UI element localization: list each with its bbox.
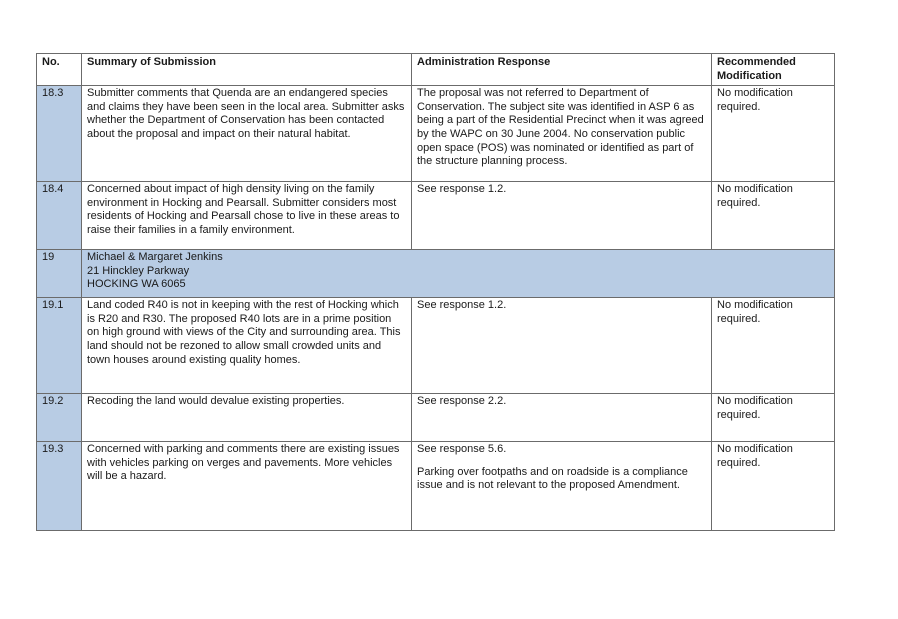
header-modification: Recommended Modification: [712, 54, 835, 86]
row-number: 19.1: [37, 298, 82, 394]
submitter-street: 21 Hinckley Parkway: [87, 264, 190, 277]
submitter-name: Michael & Margaret Jenkins: [87, 251, 223, 264]
submitter-suburb: HOCKING WA 6065: [87, 278, 186, 291]
header-summary: Summary of Submission: [82, 54, 412, 86]
row-number: 19.2: [37, 394, 82, 442]
submission-summary: Concerned with parking and comments there are existing issues with vehicles parking on verges and pavements. More vehicles will be a hazard.: [82, 442, 412, 531]
submitter-row: [37, 250, 835, 298]
administration-response: [412, 298, 712, 394]
submission-summary: Land coded R40 is not in keeping with the rest of Hocking which is R20 and R30. The proposed R40 lots are in a prime position on high ground with views of the City and surrounding area. This land should not be rezoned to allow small crowded units and town houses around existing quality homes.: [82, 298, 412, 394]
response-paragraph: See response 1.2.: [417, 183, 507, 196]
submission-summary: Recoding the land would devalue existing properties.: [82, 394, 412, 442]
table-row: [37, 442, 835, 531]
submitter-details: [82, 250, 835, 298]
row-number: 19.3: [37, 442, 82, 531]
table-row: [37, 86, 835, 182]
submission-summary: Concerned about impact of high density living on the family environment in Hocking and Pearsall. Submitter considers most residents of Hocking and Pearsall chose to live in these areas to raise their families in a family environment.: [82, 182, 412, 250]
response-paragraph: See response 5.6.: [417, 443, 507, 456]
administration-response: [412, 442, 712, 531]
response-paragraph: See response 2.2.: [417, 395, 507, 408]
recommended-modification: No modification required.: [712, 86, 835, 182]
administration-response: [412, 86, 712, 182]
row-number: 18.4: [37, 182, 82, 250]
header-response: Administration Response: [412, 54, 712, 86]
table-row: [37, 182, 835, 250]
administration-response: [412, 394, 712, 442]
recommended-modification: No modification required.: [712, 394, 835, 442]
recommended-modification: No modification required.: [712, 182, 835, 250]
administration-response: [412, 182, 712, 250]
row-number: 18.3: [37, 86, 82, 182]
recommended-modification: No modification required.: [712, 442, 835, 531]
table-header-row: [37, 54, 835, 86]
submission-summary: Submitter comments that Quenda are an endangered species and claims they have been seen in the local area. Submitter asks whether the Department of Conservation has been contacted about the proposal and impact on their natural habitat.: [82, 86, 412, 182]
submissions-table: [36, 53, 835, 531]
response-paragraph: The proposal was not referred to Department of Conservation. The subject site was identified in ASP 6 as being a part of the Residential Precinct when it was agreed by the WAPC on 30 June 2004. No conservation public open space (POS) was nominated or identified as part of the structure planning process.: [417, 87, 704, 168]
header-no: No.: [37, 54, 82, 86]
submitter-number: 19: [37, 250, 82, 298]
table-row: [37, 394, 835, 442]
table-row: [37, 298, 835, 394]
response-paragraph: Parking over footpaths and on roadside is a compliance issue and is not relevant to the proposed Amendment.: [417, 465, 688, 492]
recommended-modification: No modification required.: [712, 298, 835, 394]
response-paragraph: See response 1.2.: [417, 299, 507, 312]
